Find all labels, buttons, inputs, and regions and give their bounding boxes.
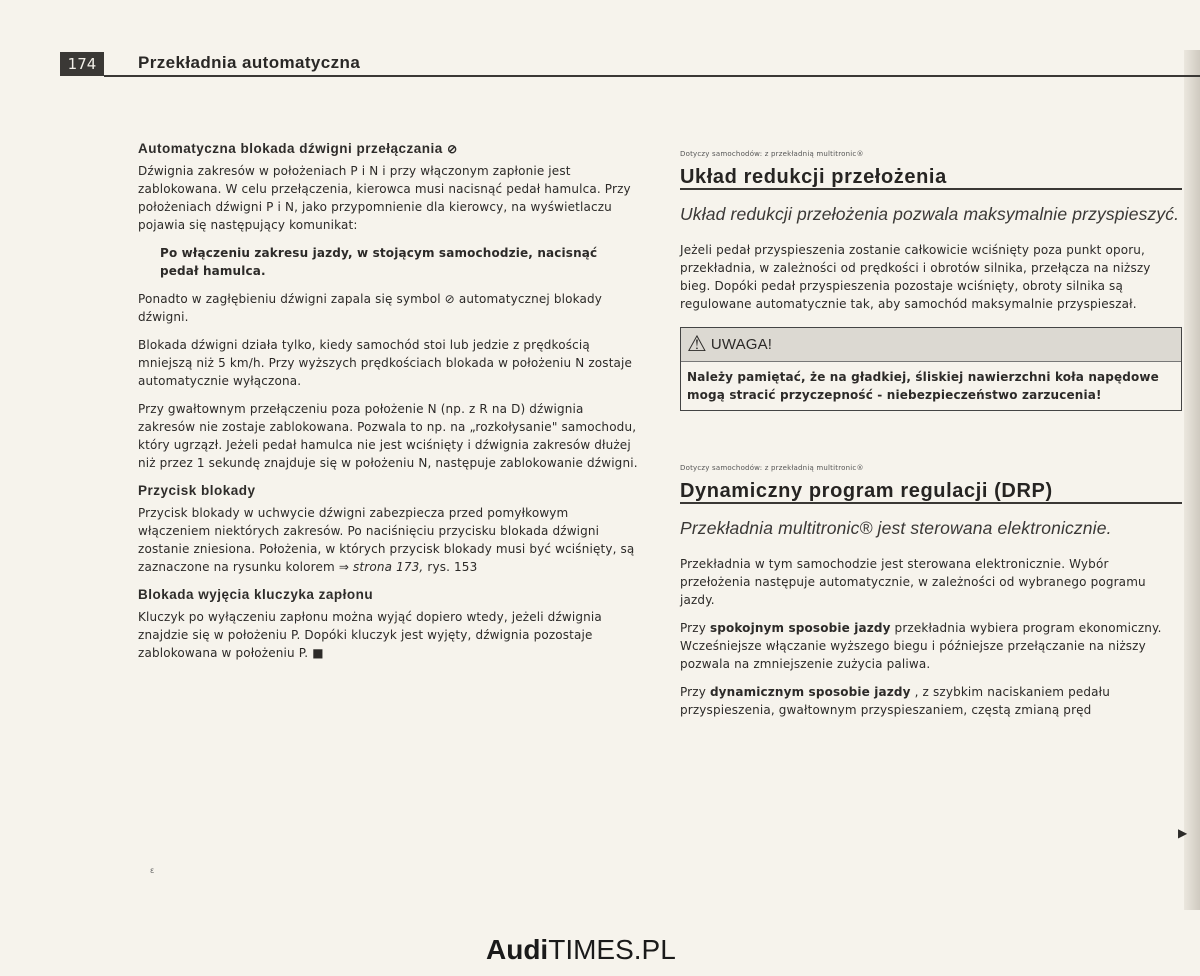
small-mark: ɛ [150,866,155,875]
section-title-drp: Dynamiczny program regulacji (DRP) [680,482,1182,504]
paragraph-text: przekładnia wybiera program ekonomiczny. Wcześniejsze włączanie wyższego biegu i późniejsze przełączanie na niższy pozwala na zmniejszenie zużycia paliwa. [680,621,1162,671]
paragraph [138,504,640,576]
paragraph-text: , z szybkim naciskaniem pedału przyspieszenia, gwałtownym przyspieszaniem, częstą zmianą pręd [680,685,1110,717]
header-rule [104,75,1200,77]
lock-symbol-icon: ⊘ [444,292,455,306]
spacer [680,411,1182,459]
paragraph-bold: dynamicznym sposobie jazdy [709,685,911,699]
przycisk-heading: Przycisk blokady [138,483,256,498]
warning-box [680,327,1182,411]
paragraph-text: automatycznej blokady dźwigni. [138,292,603,324]
page-header [60,52,1200,80]
page-edge [1184,50,1200,910]
end-mark-icon: ■ [312,646,324,660]
continue-arrow-icon: ▶ [1178,826,1188,840]
paragraph-text: Przy [680,621,706,635]
warning-label: UWAGA! [710,335,773,353]
applies-to-label: Dotyczy samochodów: z przekładnią multitronic® [680,150,864,158]
right-column [680,145,1182,729]
paragraph-text: Przy [680,685,706,699]
left-column [138,140,640,672]
section-title-reduction: Układ redukcji przełożenia [680,168,1182,190]
blokada-heading-text: Automatyczna blokada dźwigni przełączania [138,141,443,156]
paragraph-text: Ponadto w zagłębieniu dźwigni zapala się symbol [138,292,441,306]
kluczyk-heading: Blokada wyjęcia kluczyka zapłonu [138,587,374,602]
warning-text: Należy pamiętać, że na gładkiej, śliskiej nawierzchni koła napędowe mogą stracić przyczepność - niebezpieczeństwo zarzucenia! [687,370,1159,402]
lock-symbol-icon: ⊘ [447,142,458,156]
paragraph: Jeżeli pedał przyspieszenia zostanie całkowicie wciśnięty poza punkt oporu, przekładnia, w zależności od prędkości i obrotów silnika, przełącza na niższy bieg. Dopóki pedał przyspieszenia pozostaje wciśnięty, obroty silnika są regulowane automatycznie tak, aby samochód maksymalnie przyspieszał. [680,243,1151,311]
paragraph [680,619,1182,673]
section-lead: Przekładnia multitronic® jest sterowana elektronicznie. [680,518,1112,538]
paragraph: Blokada dźwigni działa tylko, kiedy samochód stoi lub jedzie z prędkością mniejszą niż 5 km/h. Przy wyższych prędkościach blokada w położeniu N zostaje automatycznie wyłączona. [138,338,633,388]
paragraph-text: rys. 153 [427,560,478,574]
blokada-heading [138,140,640,158]
section-lead: Układ redukcji przełożenia pozwala maksymalnie przyspieszyć. [680,204,1180,224]
chapter-title: Przekładnia automatyczna [138,53,361,72]
arrow-icon: ⇒ [338,560,350,574]
display-message-note: Po włączeniu zakresu jazdy, w stojącym samochodzie, nacisnąć pedał hamulca. [160,246,598,278]
paragraph [680,683,1182,719]
warning-header [681,328,1181,362]
logo-brand-bold: Audi [486,934,549,965]
paragraph-text: Przycisk blokady w uchwycie dźwigni zabezpiecza przed pomyłkowym włączeniem niektórych zakresów. Po naciśnięciu przycisku blokada dźwigni zostanie zniesiona. Położenia, w których przycisk blokady musi być wciśnięty, są zaznaczone na rysunku kolorem [138,506,635,574]
paragraph: Przekładnia w tym samochodzie jest sterowana elektronicznie. Wybór przełożenia następuje automatycznie, w zależności od wybranego pogramu jazdy. [680,557,1146,607]
warning-triangle-icon: ⚠ [687,331,707,357]
paragraph [138,290,640,326]
applies-to-label: Dotyczy samochodów: z przekładnią multitronic® [680,464,864,472]
watermark-logo [486,934,676,966]
paragraph [138,608,640,662]
paragraph: Dźwignia zakresów w położeniach P i N i przy włączonym zapłonie jest zablokowana. W celu przełączenia, kierowca musi nacisnąć pedał hamulca. Przy położeniach dźwigni P i N, jako przypomnienie dla kierowcy, na wyświetlaczu pojawia się następujący komunikat: [138,164,631,232]
paragraph-bold: spokojnym sposobie jazdy [709,621,891,635]
paragraph: Przy gwałtownym przełączeniu poza położenie N (np. z R na D) dźwignia zakresów nie zostaje zablokowana. Pozwala to np. na „rozkołysanie" samochodu, który ugrzązł. Jeżeli pedał hamulca nie jest wciśnięty i dźwignia zakresów dłużej niż przez 1 sekundę znajduje się w położeniu N, następuje zablokowanie dźwigni. [138,402,638,470]
page-number: 174 [60,52,104,76]
paragraph-text: Kluczyk po wyłączeniu zapłonu można wyjąć dopiero wtedy, jeżeli dźwignia znajdzie się w położeniu P. Dopóki kluczyk jest wyjęty, dźwignia pozostaje zablokowana w położeniu P. [138,610,602,660]
page-reference-link[interactable]: strona 173, [353,560,424,574]
logo-brand-rest: TIMES.PL [548,934,676,965]
